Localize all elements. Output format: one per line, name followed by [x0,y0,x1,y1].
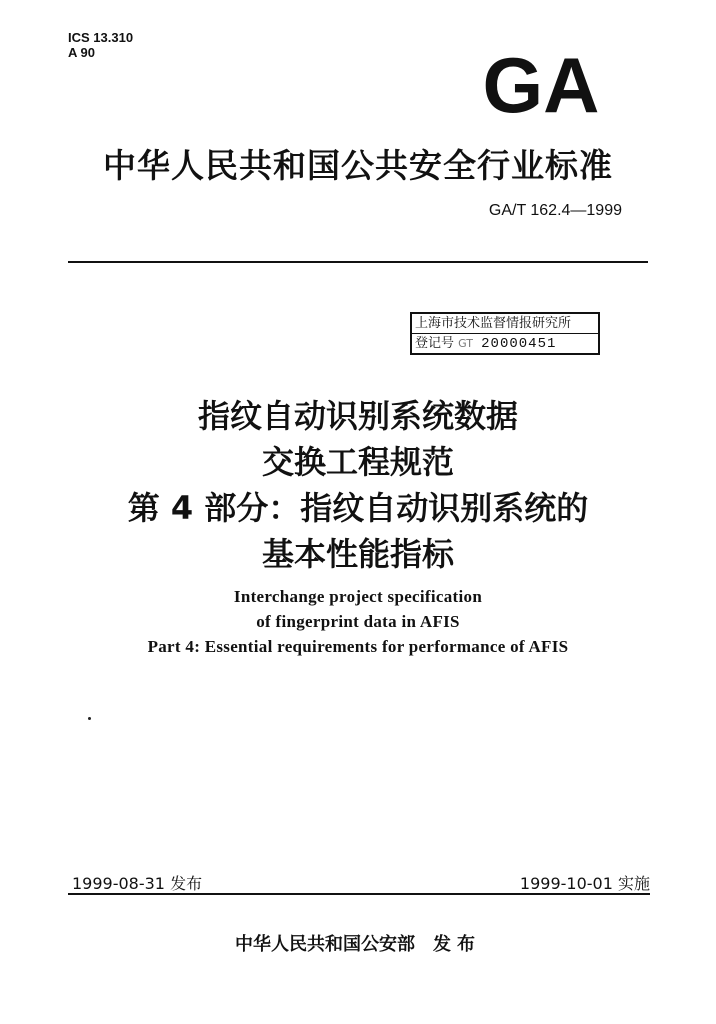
footer-divider [68,893,650,895]
ga-logo-text: GA [482,52,600,116]
industry-standard-title: 中华人民共和国公共安全行业标准 [103,146,613,185]
stamp-registration-label: 登记号 [415,336,455,351]
standard-number: GA/T 162.4—1999 [488,202,622,219]
implementation-date: 1999-10-01 实施 [519,874,650,893]
issue-date: 1999-08-31 发布 [72,874,203,893]
issuing-authority [0,930,716,956]
chinese-title [0,393,716,577]
registration-stamp [410,312,600,355]
header-divider [68,261,648,263]
stamp-registration-prefix: GT [458,337,474,350]
ccs-code: A 90 [68,45,95,60]
stamp-registration-number: 20000451 [481,336,557,352]
english-title-line-3: Part 4: Essential requirements for performance of AFIS [147,637,569,656]
classification-codes [68,30,133,60]
english-title-line-1: Interchange project specification [233,587,483,606]
ics-code: ICS 13.310 [68,30,134,45]
stamp-registration-row [412,333,598,353]
chinese-title-line-2: 交换工程规范 [261,443,454,481]
ga-logo [482,52,600,116]
chinese-title-line-3: 第 4 部分：指纹自动识别系统的 [127,489,589,527]
chinese-title-line-4: 基本性能指标 [261,535,454,573]
issuing-department: 中华人民共和国公安部 [235,934,415,955]
chinese-title-line-1: 指纹自动识别系统数据 [197,397,518,435]
english-title [0,584,716,659]
scan-speck [88,717,91,720]
issuing-action: 发布 [433,934,481,955]
english-title-line-2: of fingerprint data in AFIS [256,612,460,631]
stamp-institute: 上海市技术监督情报研究所 [415,316,572,331]
